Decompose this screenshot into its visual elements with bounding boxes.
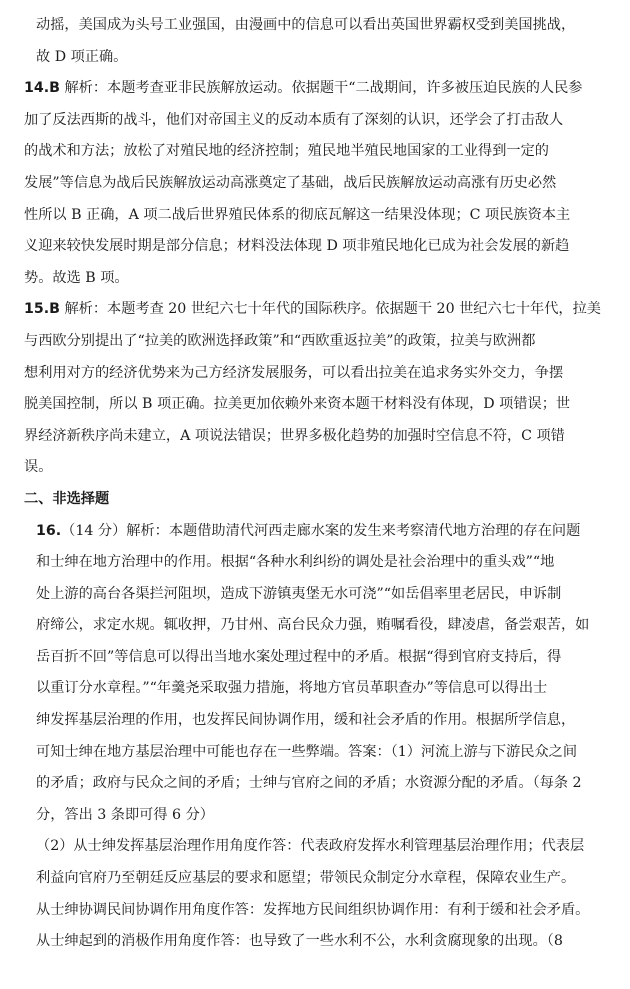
answer-15: [24, 294, 612, 326]
text-line: 的战术和方法；放松了对殖民地的经济控制；殖民地半殖民地国家的工业得到一定的: [24, 143, 549, 160]
text-line: 可知士绅在地方基层治理中可能也存在一些弊端。答案：（1）河流上游与下游民众之间: [36, 743, 578, 760]
text-line: 解析：本题考查 20 世纪六七十年代的国际秩序。依据题干 20 世纪六七十年代，拉美: [59, 301, 601, 318]
text-line: 绅发挥基层治理的作用，也发挥民间协调作用，缓和社会矛盾的作用。根据所学信息，: [36, 712, 576, 729]
text-line: 发展”等信息为战后民族解放运动高涨奠定了基础，战后民族解放运动高涨有历史必然: [24, 174, 557, 191]
text-line: 故 D 项正确。: [36, 48, 128, 65]
question-number: 14.B: [24, 80, 60, 97]
text-line: 岳百折不回”等信息可以得出当地水案处理过程中的矛盾。根据“得到官府支持后，得: [36, 648, 562, 665]
text-line: 义迎来较快发展时期是部分信息；材料没法体现 D 项非殖民地化已成为社会发展的新趋: [24, 238, 570, 255]
text-line: 与西欧分别提出了“拉美的欧洲选择政策”和“西欧重返拉美”的政策，拉美与欧洲都: [24, 332, 536, 349]
text-line: 解析：本题考查亚非民族解放运动。依据题干“二战期间，许多被压迫民族的人民参: [59, 80, 583, 97]
text-line: 利益向官府乃至朝廷反应基层的要求和愿望；带领民众制定分水章程，保障农业生产。: [36, 870, 576, 887]
text-line: 以重订分水章程。”“年羹尧采取强力措施，将地方官员革职查办”等信息可以得出士: [36, 680, 548, 697]
text-line: 处上游的高台各渠拦河阻坝，造成下游镇夷堡无水可浇”“如岳倡率里老居民，申诉制: [36, 585, 562, 602]
answer-14: [24, 73, 612, 105]
text-line: 动摇，美国成为头号工业强国，由漫画中的信息可以看出英国世界霸权受到美国挑战，: [36, 17, 576, 33]
text-line: 府缔公，求定水规。辄收押，乃甘州、高台民众力强，贿嘱看役，肆凌虐，备尝艰苦，如: [36, 617, 590, 634]
text-line: 脱美国控制，所以 B 项正确。拉美更加依赖外来资本题干材料没有体现，D 项错误；世: [24, 396, 571, 413]
text-line: 误。: [24, 459, 53, 476]
answer-16: [24, 516, 612, 548]
section-heading: 二、非选择题: [24, 490, 110, 507]
text-line: 加了反法西斯的战斗，他们对帝国主义的反动本质有了深刻的认识，还学会了打击敌人: [24, 111, 564, 128]
question-number: 15.B: [24, 301, 60, 318]
question-number: 16.: [36, 522, 62, 539]
text-line: 想利用对方的经济优势来为己方经济发展服务，可以看出拉美在追求务实外交力，争摆: [24, 364, 564, 381]
text-line: 势。故选 B 项。: [24, 269, 129, 286]
text-line: （2）从士绅发挥基层治理作用角度作答：代表政府发挥水利管理基层治理作用；代表层: [36, 838, 585, 855]
text-line: 和士绅在地方治理中的作用。根据“各种水利纠纷的调处是社会治理中的重头戏”“地: [36, 554, 555, 571]
text-line: 界经济新秩序尚未建立，A 项说法错误；世界多极化趋势的加强时空信息不符，C 项错: [24, 427, 565, 444]
text-line: （14 分）解析：本题借助清代河西走廊水案的发生来考察清代地方治理的存在问题: [61, 522, 581, 539]
text-line: 从士绅起到的消极作用角度作答：也导致了一些水利不公，水利贪腐现象的出现。（8: [36, 933, 563, 950]
text-line: 性所以 B 正确，A 项二战后世界殖民体系的彻底瓦解这一结果没体现；C 项民族资本主: [24, 206, 571, 223]
text-line: 分，答出 3 条即可得 6 分）: [36, 806, 214, 823]
text-line: 从士绅协调民间协调作用角度作答：发挥地方民间组织协调作用：有利于缓和社会矛盾。: [36, 901, 590, 918]
text-line: 的矛盾；政府与民众之间的矛盾；士绅与官府之间的矛盾；水资源分配的矛盾。（每条 2: [36, 775, 582, 792]
